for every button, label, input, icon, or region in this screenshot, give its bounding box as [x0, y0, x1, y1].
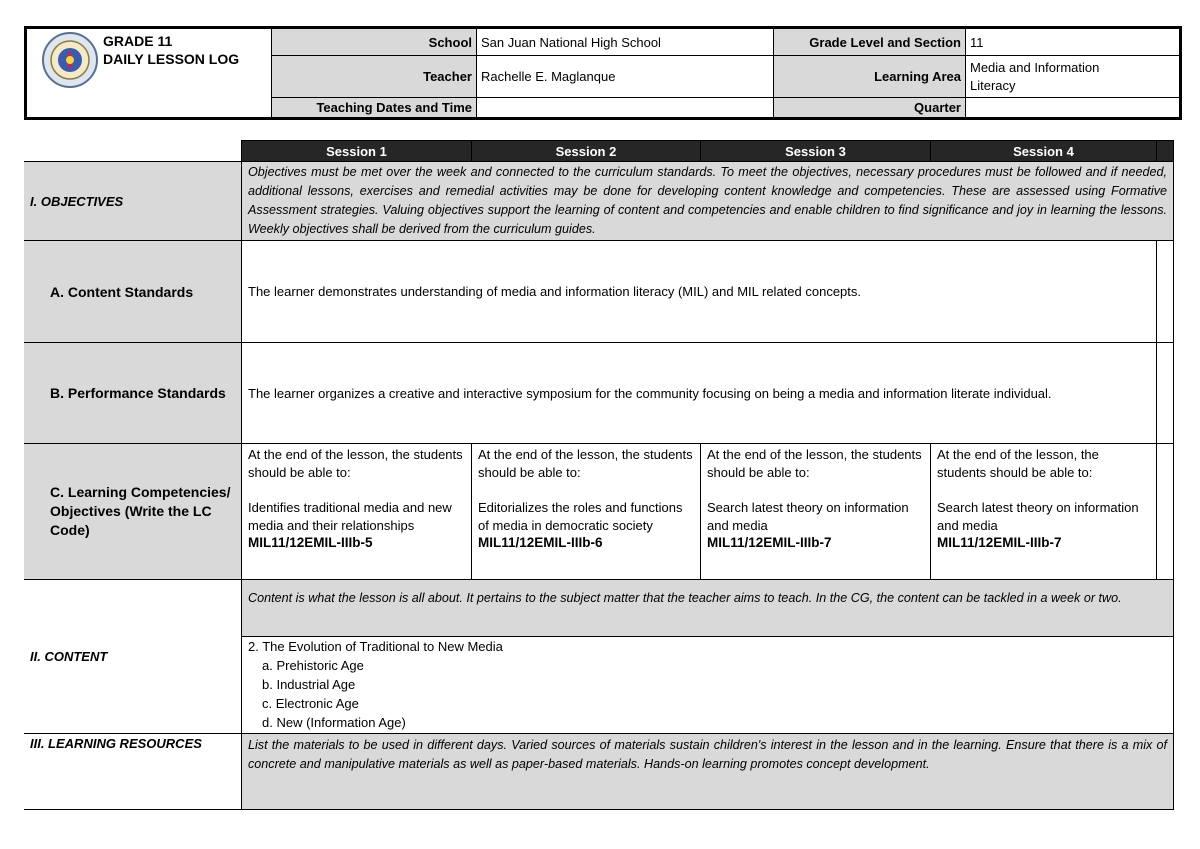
performance-standards-end [1156, 342, 1174, 444]
competencies-label-line3: Code) [50, 522, 90, 538]
teaching-dates-label: Teaching Dates and Time [272, 98, 477, 117]
session-header-blank [24, 140, 242, 162]
objectives-label: I. OBJECTIVES [24, 161, 242, 241]
competency-intro: At the end of the lesson, the students should be able to: [248, 447, 463, 480]
learning-area-value-line1: Media and Information [970, 59, 1100, 75]
competencies-end [1156, 443, 1174, 580]
deped-seal-icon [41, 31, 99, 89]
grade-section-label: Grade Level and Section [774, 29, 966, 56]
competency-code: MIL11/12EMIL-IIIb-7 [707, 535, 832, 550]
resources-label: III. LEARNING RESOURCES [24, 733, 242, 810]
content-standards-text: The learner demonstrates understanding of media and information literacy (MIL) and MIL related concepts. [241, 240, 1157, 343]
competency-text: Search latest theory on information and media [937, 500, 1139, 533]
content-topics [241, 636, 1174, 734]
content-note: Content is what the lesson is all about. It pertains to the subject matter that the teacher aims to teach. In the CG, the content can be tackled in a week or two. [241, 579, 1174, 637]
competency-session-2 [471, 443, 701, 580]
competency-code: MIL11/12EMIL-IIIb-5 [248, 535, 373, 550]
content-standards-label [24, 240, 242, 343]
school-label: School [272, 29, 477, 56]
competencies-label [24, 443, 242, 580]
objectives-text: Objectives must be met over the week and connected to the curriculum standards. To meet the objectives, necessary procedures must be followed and if needed, additional lessons, exercises and remedial activities may be done for developing content knowledge and competencies. These are assessed using Formative Assessment strategies. Valuing objectives support the learning of content and competencies and enable children to find significance and joy in learning the lessons. Weekly objectives shall be derived from the curriculum guides. [241, 161, 1174, 241]
session-1-header: Session 1 [241, 140, 472, 162]
performance-standards-label [24, 342, 242, 444]
content-subtopic: b. Industrial Age [262, 677, 356, 692]
session-3-header: Session 3 [700, 140, 931, 162]
competency-intro: At the end of the lesson, the students should be able to: [937, 447, 1099, 480]
header-title-cell [27, 29, 272, 117]
learning-area-value [966, 56, 1179, 98]
competencies-label-line1: C. Learning Competencies/ [50, 484, 231, 500]
lesson-log-header [24, 26, 1182, 120]
performance-standards-label-text: B. Performance Standards [50, 385, 226, 401]
content-standards-end [1156, 240, 1174, 343]
teaching-dates-value [477, 98, 774, 117]
teacher-label: Teacher [272, 56, 477, 98]
content-standards-label-text: A. Content Standards [50, 283, 194, 300]
learning-area-value-line2: Literacy [970, 77, 1016, 93]
daily-lesson-log-title: DAILY LESSON LOG [103, 51, 240, 67]
teacher-value: Rachelle E. Maglanque [477, 56, 774, 98]
competency-text: Editorializes the roles and functions of media in democratic society [478, 500, 683, 533]
competency-intro: At the end of the lesson, the students should be able to: [707, 447, 922, 480]
session-header-end [1156, 140, 1174, 162]
quarter-label: Quarter [774, 98, 966, 117]
content-label: II. CONTENT [24, 579, 242, 734]
resources-text: List the materials to be used in different days. Varied sources of materials sustain children's interest in the lesson and in the learning. Ensure that there is a mix of concrete and manipulative materials as well as paper-based materials. Hands-on learning promotes concept development. [241, 733, 1174, 810]
content-topic: 2. The Evolution of Traditional to New Media [248, 639, 503, 654]
school-value: San Juan National High School [477, 29, 774, 56]
competencies-label-line2: Objectives (Write the LC [50, 503, 212, 519]
competency-session-3 [700, 443, 931, 580]
competency-session-4 [930, 443, 1157, 580]
content-subtopic: d. New (Information Age) [262, 715, 406, 730]
learning-area-label: Learning Area [774, 56, 966, 98]
competency-intro: At the end of the lesson, the students should be able to: [478, 447, 693, 480]
competency-text: Identifies traditional media and new media and their relationships [248, 500, 452, 533]
session-4-header: Session 4 [930, 140, 1157, 162]
content-subtopic: c. Electronic Age [262, 696, 359, 711]
grade-section-value: 11 [966, 29, 1179, 56]
competency-session-1 [241, 443, 472, 580]
competency-code: MIL11/12EMIL-IIIb-7 [937, 535, 1062, 550]
competency-code: MIL11/12EMIL-IIIb-6 [478, 535, 603, 550]
grade-label: GRADE 11 [103, 33, 173, 49]
session-2-header: Session 2 [471, 140, 701, 162]
competency-text: Search latest theory on information and media [707, 500, 909, 533]
content-subtopic: a. Prehistoric Age [262, 658, 364, 673]
performance-standards-text: The learner organizes a creative and interactive symposium for the community focusing on being a media and information literate individual. [241, 342, 1157, 444]
quarter-value [966, 98, 1179, 117]
